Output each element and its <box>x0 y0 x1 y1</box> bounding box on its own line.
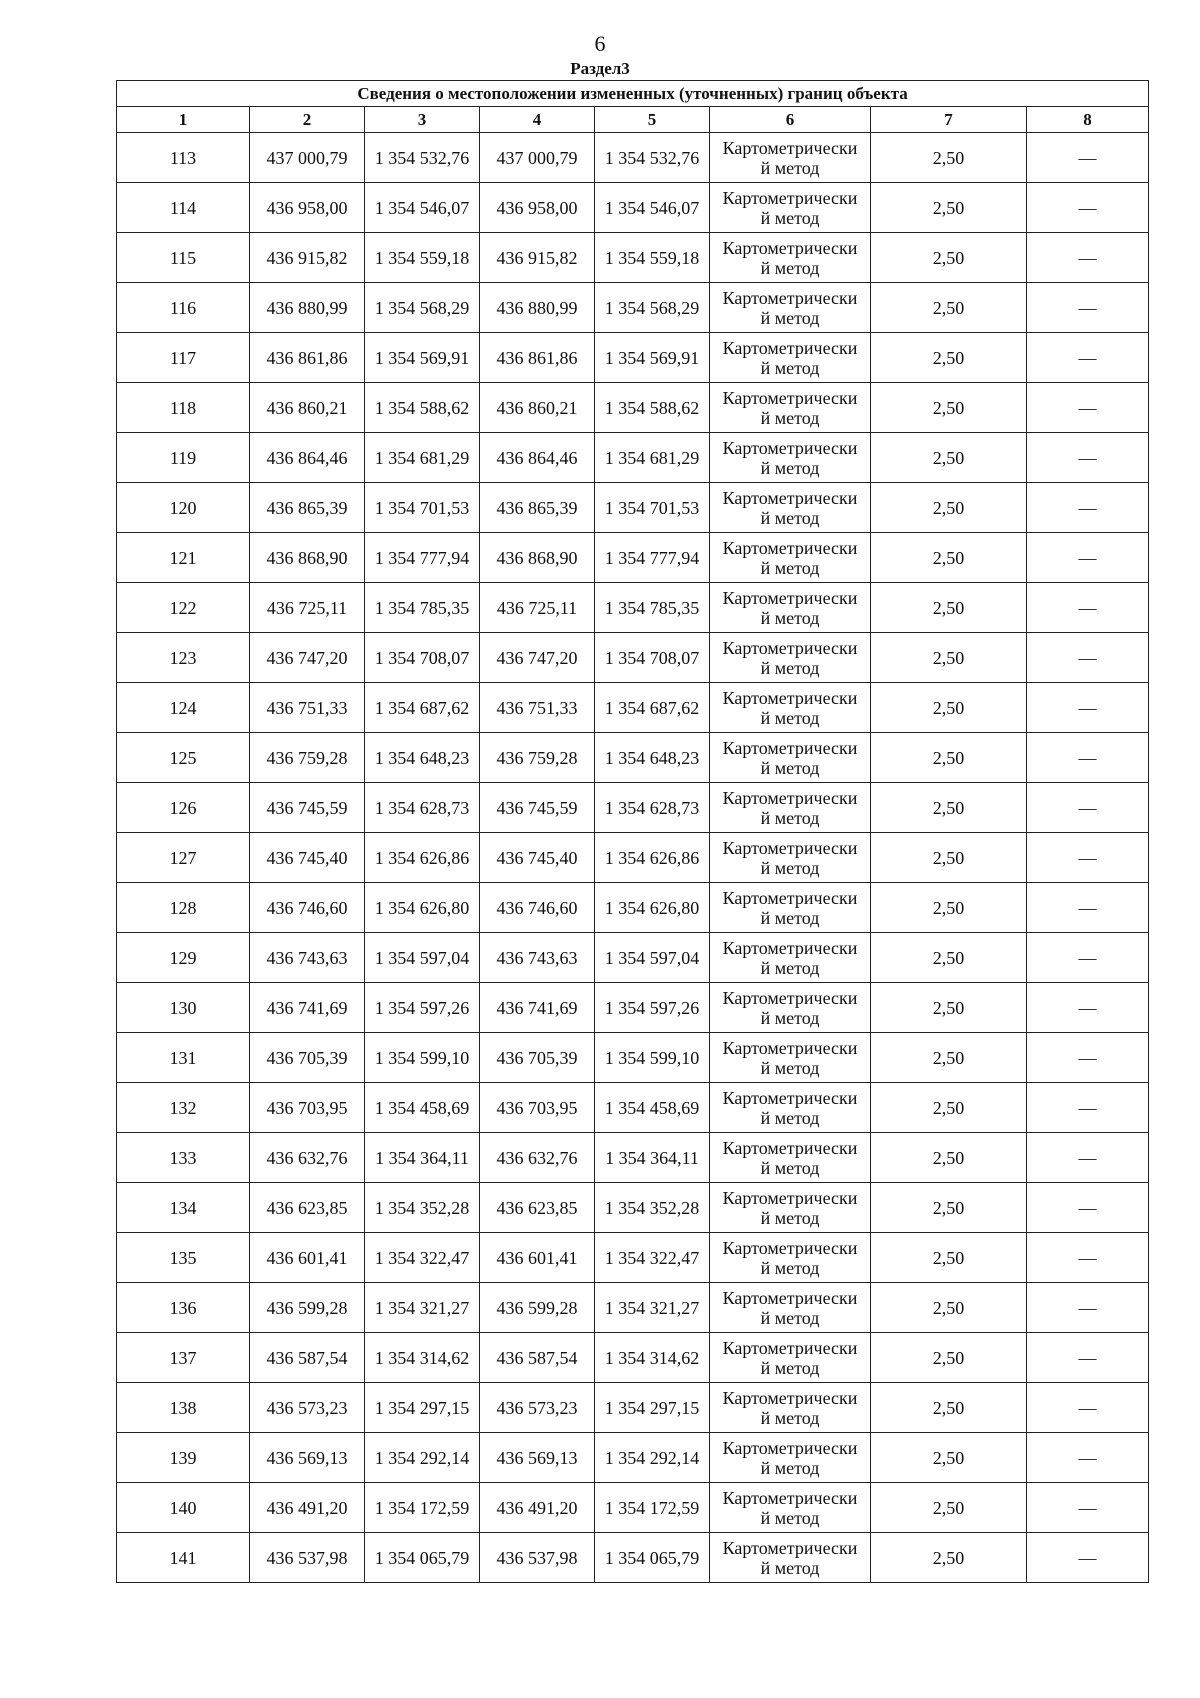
x-existing-cell: 436 861,86 <box>250 333 365 383</box>
accuracy-cell: 2,50 <box>871 383 1027 433</box>
y-new-cell: 1 354 532,76 <box>595 133 710 183</box>
accuracy-cell: 2,50 <box>871 633 1027 683</box>
y-new-cell: 1 354 687,62 <box>595 683 710 733</box>
table-row <box>117 683 1149 733</box>
description-cell: — <box>1027 1183 1149 1233</box>
description-cell: — <box>1027 833 1149 883</box>
table-body <box>117 133 1149 1583</box>
description-cell: — <box>1027 1283 1149 1333</box>
x-existing-cell: 436 587,54 <box>250 1333 365 1383</box>
table-row <box>117 933 1149 983</box>
table-row <box>117 1233 1149 1283</box>
x-existing-cell: 436 743,63 <box>250 933 365 983</box>
x-new-cell: 436 725,11 <box>480 583 595 633</box>
description-cell: — <box>1027 1033 1149 1083</box>
x-existing-cell: 436 880,99 <box>250 283 365 333</box>
table-row <box>117 1333 1149 1383</box>
point-number-cell: 140 <box>117 1483 250 1533</box>
y-existing-cell: 1 354 532,76 <box>365 133 480 183</box>
y-existing-cell: 1 354 297,15 <box>365 1383 480 1433</box>
description-cell: — <box>1027 1433 1149 1483</box>
table-row <box>117 133 1149 183</box>
x-existing-cell: 436 601,41 <box>250 1233 365 1283</box>
method-cell: Картометрически й метод <box>710 1033 871 1083</box>
y-new-cell: 1 354 597,26 <box>595 983 710 1033</box>
point-number-cell: 135 <box>117 1233 250 1283</box>
table-row <box>117 983 1149 1033</box>
accuracy-cell: 2,50 <box>871 1233 1027 1283</box>
y-new-cell: 1 354 681,29 <box>595 433 710 483</box>
method-cell: Картометрически й метод <box>710 283 871 333</box>
x-existing-cell: 436 865,39 <box>250 483 365 533</box>
column-number: 6 <box>710 107 871 133</box>
table-row <box>117 883 1149 933</box>
description-cell: — <box>1027 383 1149 433</box>
x-new-cell: 436 958,00 <box>480 183 595 233</box>
y-existing-cell: 1 354 546,07 <box>365 183 480 233</box>
y-existing-cell: 1 354 599,10 <box>365 1033 480 1083</box>
y-existing-cell: 1 354 626,86 <box>365 833 480 883</box>
accuracy-cell: 2,50 <box>871 1483 1027 1533</box>
table-row <box>117 1433 1149 1483</box>
method-cell: Картометрически й метод <box>710 433 871 483</box>
x-existing-cell: 436 860,21 <box>250 383 365 433</box>
y-existing-cell: 1 354 458,69 <box>365 1083 480 1133</box>
description-cell: — <box>1027 933 1149 983</box>
table-row <box>117 483 1149 533</box>
accuracy-cell: 2,50 <box>871 883 1027 933</box>
y-new-cell: 1 354 568,29 <box>595 283 710 333</box>
x-new-cell: 436 537,98 <box>480 1533 595 1583</box>
x-existing-cell: 436 864,46 <box>250 433 365 483</box>
y-existing-cell: 1 354 628,73 <box>365 783 480 833</box>
table-row <box>117 633 1149 683</box>
y-existing-cell: 1 354 321,27 <box>365 1283 480 1333</box>
y-new-cell: 1 354 569,91 <box>595 333 710 383</box>
method-cell: Картометрически й метод <box>710 133 871 183</box>
accuracy-cell: 2,50 <box>871 933 1027 983</box>
x-new-cell: 436 864,46 <box>480 433 595 483</box>
method-cell: Картометрически й метод <box>710 233 871 283</box>
x-existing-cell: 436 725,11 <box>250 583 365 633</box>
x-existing-cell: 437 000,79 <box>250 133 365 183</box>
accuracy-cell: 2,50 <box>871 283 1027 333</box>
y-new-cell: 1 354 559,18 <box>595 233 710 283</box>
y-existing-cell: 1 354 626,80 <box>365 883 480 933</box>
x-existing-cell: 436 868,90 <box>250 533 365 583</box>
x-existing-cell: 436 745,40 <box>250 833 365 883</box>
method-cell: Картометрически й метод <box>710 1383 871 1433</box>
point-number-cell: 134 <box>117 1183 250 1233</box>
y-existing-cell: 1 354 777,94 <box>365 533 480 583</box>
accuracy-cell: 2,50 <box>871 983 1027 1033</box>
x-new-cell: 436 747,20 <box>480 633 595 683</box>
y-new-cell: 1 354 546,07 <box>595 183 710 233</box>
accuracy-cell: 2,50 <box>871 1083 1027 1133</box>
point-number-cell: 129 <box>117 933 250 983</box>
x-new-cell: 436 860,21 <box>480 383 595 433</box>
table-row <box>117 183 1149 233</box>
table-row <box>117 783 1149 833</box>
y-existing-cell: 1 354 364,11 <box>365 1133 480 1183</box>
y-new-cell: 1 354 648,23 <box>595 733 710 783</box>
accuracy-cell: 2,50 <box>871 1033 1027 1083</box>
x-new-cell: 436 573,23 <box>480 1383 595 1433</box>
point-number-cell: 117 <box>117 333 250 383</box>
x-new-cell: 436 751,33 <box>480 683 595 733</box>
x-existing-cell: 436 573,23 <box>250 1383 365 1433</box>
x-existing-cell: 436 746,60 <box>250 883 365 933</box>
y-new-cell: 1 354 364,11 <box>595 1133 710 1183</box>
method-cell: Картометрически й метод <box>710 383 871 433</box>
y-existing-cell: 1 354 559,18 <box>365 233 480 283</box>
description-cell: — <box>1027 983 1149 1033</box>
y-existing-cell: 1 354 588,62 <box>365 383 480 433</box>
y-existing-cell: 1 354 352,28 <box>365 1183 480 1233</box>
x-existing-cell: 436 537,98 <box>250 1533 365 1583</box>
point-number-cell: 136 <box>117 1283 250 1333</box>
column-number: 8 <box>1027 107 1149 133</box>
method-cell: Картометрически й метод <box>710 983 871 1033</box>
column-number: 4 <box>480 107 595 133</box>
y-new-cell: 1 354 628,73 <box>595 783 710 833</box>
y-new-cell: 1 354 297,15 <box>595 1383 710 1433</box>
point-number-cell: 114 <box>117 183 250 233</box>
column-number-row <box>117 107 1149 133</box>
x-new-cell: 436 746,60 <box>480 883 595 933</box>
description-cell: — <box>1027 1333 1149 1383</box>
accuracy-cell: 2,50 <box>871 1383 1027 1433</box>
y-new-cell: 1 354 314,62 <box>595 1333 710 1383</box>
x-existing-cell: 436 751,33 <box>250 683 365 733</box>
column-number: 5 <box>595 107 710 133</box>
description-cell: — <box>1027 1483 1149 1533</box>
description-cell: — <box>1027 733 1149 783</box>
y-new-cell: 1 354 785,35 <box>595 583 710 633</box>
point-number-cell: 122 <box>117 583 250 633</box>
accuracy-cell: 2,50 <box>871 1183 1027 1233</box>
point-number-cell: 125 <box>117 733 250 783</box>
description-cell: — <box>1027 183 1149 233</box>
x-new-cell: 436 915,82 <box>480 233 595 283</box>
point-number-cell: 119 <box>117 433 250 483</box>
table-row <box>117 833 1149 883</box>
x-existing-cell: 436 741,69 <box>250 983 365 1033</box>
point-number-cell: 126 <box>117 783 250 833</box>
point-number-cell: 120 <box>117 483 250 533</box>
accuracy-cell: 2,50 <box>871 233 1027 283</box>
x-existing-cell: 436 745,59 <box>250 783 365 833</box>
method-cell: Картометрически й метод <box>710 1533 871 1583</box>
description-cell: — <box>1027 233 1149 283</box>
point-number-cell: 130 <box>117 983 250 1033</box>
method-cell: Картометрически й метод <box>710 683 871 733</box>
y-new-cell: 1 354 626,86 <box>595 833 710 883</box>
description-cell: — <box>1027 633 1149 683</box>
boundary-coordinates-table <box>116 80 1149 1583</box>
y-new-cell: 1 354 597,04 <box>595 933 710 983</box>
description-cell: — <box>1027 133 1149 183</box>
method-cell: Картометрически й метод <box>710 583 871 633</box>
point-number-cell: 132 <box>117 1083 250 1133</box>
accuracy-cell: 2,50 <box>871 1333 1027 1383</box>
point-number-cell: 118 <box>117 383 250 433</box>
x-existing-cell: 436 759,28 <box>250 733 365 783</box>
x-existing-cell: 436 915,82 <box>250 233 365 283</box>
method-cell: Картометрически й метод <box>710 633 871 683</box>
accuracy-cell: 2,50 <box>871 483 1027 533</box>
x-new-cell: 436 745,40 <box>480 833 595 883</box>
method-cell: Картометрически й метод <box>710 883 871 933</box>
accuracy-cell: 2,50 <box>871 1133 1027 1183</box>
x-new-cell: 436 743,63 <box>480 933 595 983</box>
method-cell: Картометрически й метод <box>710 533 871 583</box>
description-cell: — <box>1027 1383 1149 1433</box>
accuracy-cell: 2,50 <box>871 683 1027 733</box>
y-existing-cell: 1 354 568,29 <box>365 283 480 333</box>
column-number: 1 <box>117 107 250 133</box>
method-cell: Картометрически й метод <box>710 783 871 833</box>
x-new-cell: 436 623,85 <box>480 1183 595 1233</box>
y-new-cell: 1 354 292,14 <box>595 1433 710 1483</box>
point-number-cell: 141 <box>117 1533 250 1583</box>
column-number: 7 <box>871 107 1027 133</box>
point-number-cell: 124 <box>117 683 250 733</box>
x-new-cell: 436 745,59 <box>480 783 595 833</box>
table-row <box>117 1183 1149 1233</box>
point-number-cell: 123 <box>117 633 250 683</box>
accuracy-cell: 2,50 <box>871 333 1027 383</box>
page-number: 6 <box>594 31 606 56</box>
y-existing-cell: 1 354 701,53 <box>365 483 480 533</box>
accuracy-cell: 2,50 <box>871 533 1027 583</box>
table-row <box>117 1033 1149 1083</box>
x-new-cell: 436 868,90 <box>480 533 595 583</box>
table-row <box>117 583 1149 633</box>
y-new-cell: 1 354 588,62 <box>595 383 710 433</box>
column-number: 3 <box>365 107 480 133</box>
x-new-cell: 436 491,20 <box>480 1483 595 1533</box>
y-new-cell: 1 354 777,94 <box>595 533 710 583</box>
method-cell: Картометрически й метод <box>710 483 871 533</box>
x-new-cell: 436 569,13 <box>480 1433 595 1483</box>
table-row <box>117 383 1149 433</box>
method-cell: Картометрически й метод <box>710 1333 871 1383</box>
method-cell: Картометрически й метод <box>710 333 871 383</box>
y-new-cell: 1 354 701,53 <box>595 483 710 533</box>
table-row <box>117 1283 1149 1333</box>
accuracy-cell: 2,50 <box>871 133 1027 183</box>
y-new-cell: 1 354 626,80 <box>595 883 710 933</box>
y-existing-cell: 1 354 597,26 <box>365 983 480 1033</box>
accuracy-cell: 2,50 <box>871 733 1027 783</box>
table-row <box>117 1133 1149 1183</box>
table-row <box>117 1483 1149 1533</box>
description-cell: — <box>1027 683 1149 733</box>
table-row <box>117 533 1149 583</box>
point-number-cell: 133 <box>117 1133 250 1183</box>
y-existing-cell: 1 354 687,62 <box>365 683 480 733</box>
table-row <box>117 1383 1149 1433</box>
point-number-cell: 116 <box>117 283 250 333</box>
y-new-cell: 1 354 352,28 <box>595 1183 710 1233</box>
accuracy-cell: 2,50 <box>871 1433 1027 1483</box>
x-new-cell: 436 599,28 <box>480 1283 595 1333</box>
x-existing-cell: 436 569,13 <box>250 1433 365 1483</box>
accuracy-cell: 2,50 <box>871 433 1027 483</box>
method-cell: Картометрически й метод <box>710 1133 871 1183</box>
accuracy-cell: 2,50 <box>871 783 1027 833</box>
section-title: Раздел3 <box>570 59 630 78</box>
table-row <box>117 1083 1149 1133</box>
x-new-cell: 436 601,41 <box>480 1233 595 1283</box>
y-existing-cell: 1 354 569,91 <box>365 333 480 383</box>
y-existing-cell: 1 354 597,04 <box>365 933 480 983</box>
x-new-cell: 437 000,79 <box>480 133 595 183</box>
method-cell: Картометрически й метод <box>710 1183 871 1233</box>
x-existing-cell: 436 703,95 <box>250 1083 365 1133</box>
x-new-cell: 436 705,39 <box>480 1033 595 1083</box>
x-new-cell: 436 703,95 <box>480 1083 595 1133</box>
x-new-cell: 436 759,28 <box>480 733 595 783</box>
method-cell: Картометрически й метод <box>710 1433 871 1483</box>
column-number: 2 <box>250 107 365 133</box>
accuracy-cell: 2,50 <box>871 833 1027 883</box>
y-new-cell: 1 354 321,27 <box>595 1283 710 1333</box>
x-new-cell: 436 880,99 <box>480 283 595 333</box>
y-existing-cell: 1 354 648,23 <box>365 733 480 783</box>
accuracy-cell: 2,50 <box>871 1283 1027 1333</box>
y-new-cell: 1 354 322,47 <box>595 1233 710 1283</box>
y-new-cell: 1 354 065,79 <box>595 1533 710 1583</box>
x-existing-cell: 436 747,20 <box>250 633 365 683</box>
method-cell: Картометрически й метод <box>710 1083 871 1133</box>
point-number-cell: 131 <box>117 1033 250 1083</box>
x-existing-cell: 436 623,85 <box>250 1183 365 1233</box>
y-existing-cell: 1 354 785,35 <box>365 583 480 633</box>
description-cell: — <box>1027 433 1149 483</box>
description-cell: — <box>1027 333 1149 383</box>
point-number-cell: 113 <box>117 133 250 183</box>
y-existing-cell: 1 354 681,29 <box>365 433 480 483</box>
description-cell: — <box>1027 1233 1149 1283</box>
description-cell: — <box>1027 283 1149 333</box>
y-new-cell: 1 354 172,59 <box>595 1483 710 1533</box>
description-cell: — <box>1027 1533 1149 1583</box>
x-existing-cell: 436 705,39 <box>250 1033 365 1083</box>
y-existing-cell: 1 354 065,79 <box>365 1533 480 1583</box>
point-number-cell: 121 <box>117 533 250 583</box>
method-cell: Картометрически й метод <box>710 833 871 883</box>
y-new-cell: 1 354 458,69 <box>595 1083 710 1133</box>
x-new-cell: 436 587,54 <box>480 1333 595 1383</box>
y-existing-cell: 1 354 314,62 <box>365 1333 480 1383</box>
point-number-cell: 127 <box>117 833 250 883</box>
y-existing-cell: 1 354 708,07 <box>365 633 480 683</box>
description-cell: — <box>1027 533 1149 583</box>
x-new-cell: 436 865,39 <box>480 483 595 533</box>
method-cell: Картометрически й метод <box>710 933 871 983</box>
accuracy-cell: 2,50 <box>871 183 1027 233</box>
description-cell: — <box>1027 483 1149 533</box>
point-number-cell: 137 <box>117 1333 250 1383</box>
table-row <box>117 333 1149 383</box>
table-row <box>117 283 1149 333</box>
y-new-cell: 1 354 599,10 <box>595 1033 710 1083</box>
method-cell: Картометрически й метод <box>710 1283 871 1333</box>
description-cell: — <box>1027 783 1149 833</box>
accuracy-cell: 2,50 <box>871 583 1027 633</box>
x-new-cell: 436 861,86 <box>480 333 595 383</box>
y-new-cell: 1 354 708,07 <box>595 633 710 683</box>
method-cell: Картометрически й метод <box>710 1233 871 1283</box>
accuracy-cell: 2,50 <box>871 1533 1027 1583</box>
x-new-cell: 436 741,69 <box>480 983 595 1033</box>
table-row <box>117 433 1149 483</box>
x-existing-cell: 436 491,20 <box>250 1483 365 1533</box>
table-row <box>117 733 1149 783</box>
y-existing-cell: 1 354 292,14 <box>365 1433 480 1483</box>
method-cell: Картометрически й метод <box>710 183 871 233</box>
table-caption: Сведения о местоположении измененных (уточненных) границ объекта <box>117 81 1149 107</box>
x-existing-cell: 436 599,28 <box>250 1283 365 1333</box>
table-row <box>117 233 1149 283</box>
description-cell: — <box>1027 1133 1149 1183</box>
point-number-cell: 138 <box>117 1383 250 1433</box>
table-row <box>117 1533 1149 1583</box>
description-cell: — <box>1027 883 1149 933</box>
x-existing-cell: 436 958,00 <box>250 183 365 233</box>
point-number-cell: 115 <box>117 233 250 283</box>
y-existing-cell: 1 354 172,59 <box>365 1483 480 1533</box>
x-new-cell: 436 632,76 <box>480 1133 595 1183</box>
description-cell: — <box>1027 583 1149 633</box>
point-number-cell: 139 <box>117 1433 250 1483</box>
y-existing-cell: 1 354 322,47 <box>365 1233 480 1283</box>
description-cell: — <box>1027 1083 1149 1133</box>
point-number-cell: 128 <box>117 883 250 933</box>
method-cell: Картометрически й метод <box>710 1483 871 1533</box>
method-cell: Картометрически й метод <box>710 733 871 783</box>
x-existing-cell: 436 632,76 <box>250 1133 365 1183</box>
